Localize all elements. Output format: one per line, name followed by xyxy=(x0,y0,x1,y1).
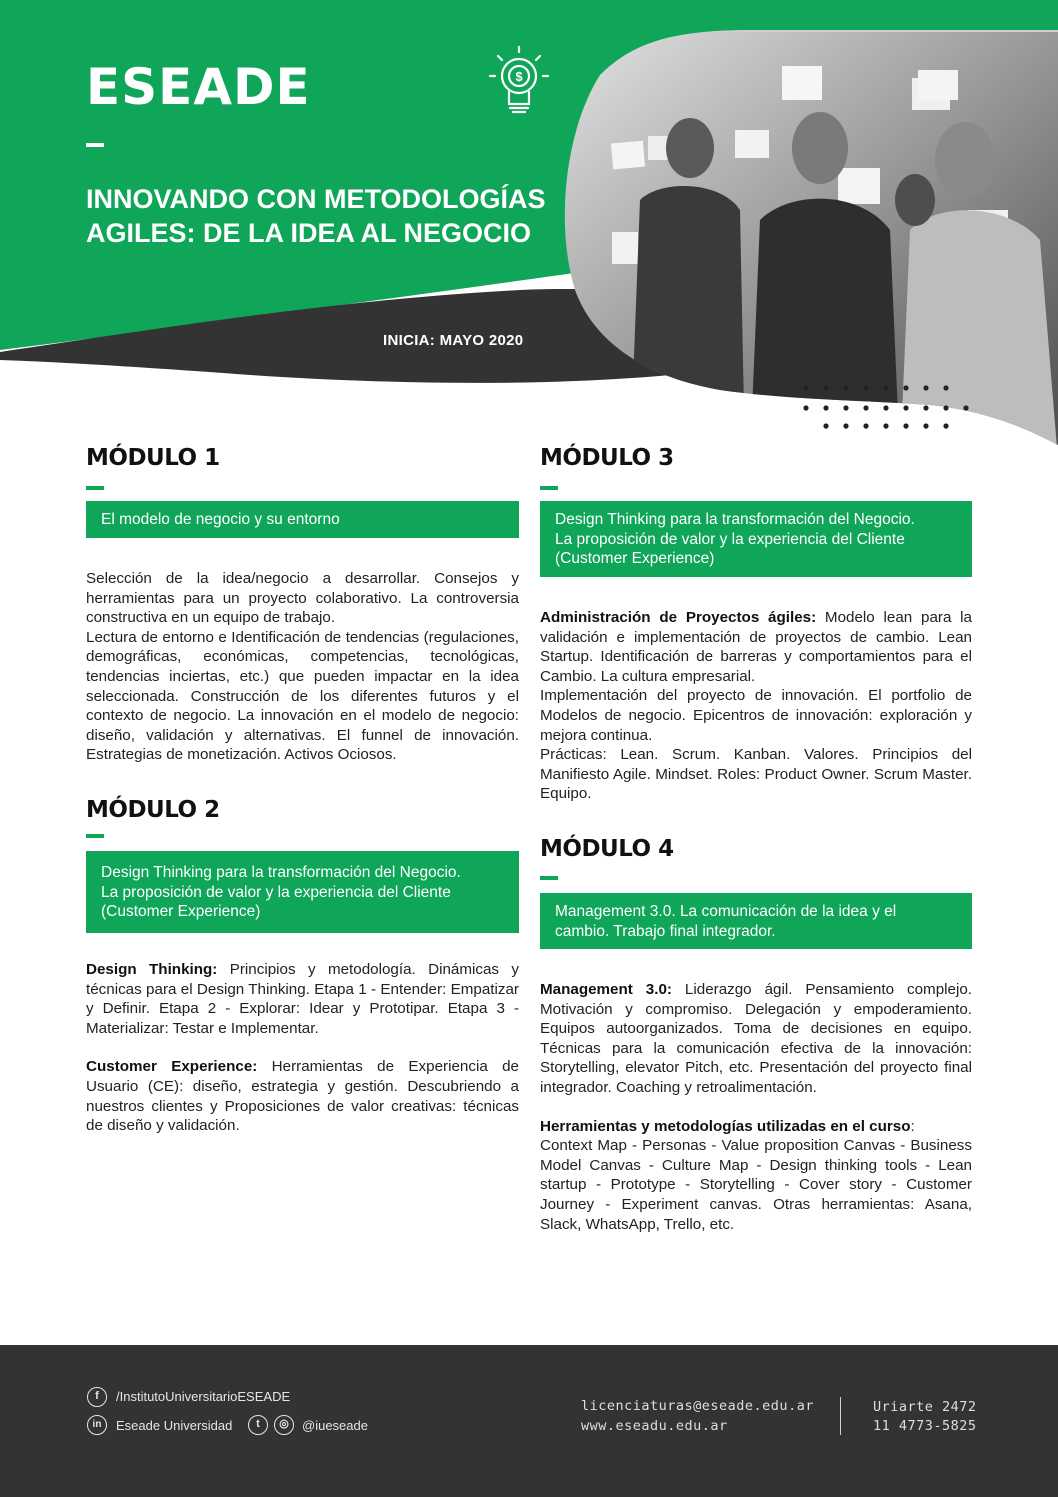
module-3-box-line: Design Thinking para la transformación del Negocio. xyxy=(555,511,915,528)
page-title xyxy=(86,182,566,250)
module-1-box-line: El modelo de negocio y su entorno xyxy=(101,511,340,528)
module-2-title: MÓDULO 2 xyxy=(86,797,220,823)
module-2-paragraph: Customer Experience: Herramientas de Experiencia de Usuario (CE): diseño, estrategia y gestión. Descubriendo a nuestros clientes y Proposiciones de valor creativas: técnicas de diseño y validación. xyxy=(86,1058,519,1135)
module-3-paragraph: Implementación del proyecto de innovación. El portfolio de Modelos de negocio. Epicentros de innovación: exploración y mejora continua. xyxy=(540,687,972,744)
module-4-paragraph: Herramientas y metodologías utilizadas en el curso: xyxy=(540,1117,915,1135)
title-dash xyxy=(86,143,104,147)
module-4-body xyxy=(540,980,972,1234)
module-4-paragraph: Management 3.0: Liderazgo ágil. Pensamiento complejo. Motivación y compromiso. Delegación y empoderamiento. Equipos autoorganizados. Toma de decisiones en equipo. Técnicas para la comunicación efectiva de la innovación: Storytelling, elevator Pitch, etc. Presentación del proyecto final integrador. Coaching y retroalimentación. xyxy=(540,981,972,1096)
module-3-paragraph: Administración de Proyectos ágiles: Modelo lean para la validación e implementación de proyectos de cambio. Lean Startup. Identificación de barreras y comportamientos para el Cambio. La cultura empresarial. xyxy=(540,609,973,685)
module-4-box-line: Management 3.0. La comunicación de la idea y el xyxy=(555,903,897,920)
module-1-body xyxy=(86,569,519,765)
module-4-box xyxy=(540,893,972,949)
phone: 11 4773-5825 xyxy=(873,1418,977,1434)
module-2-box-line: Design Thinking para la transformación del Negocio. xyxy=(101,864,461,881)
footer xyxy=(0,1345,1058,1497)
module-1-title: MÓDULO 1 xyxy=(86,445,220,471)
web-link[interactable]: www.eseadu.edu.ar xyxy=(581,1418,728,1434)
module-2-paragraph: Design Thinking: Principios y metodología. Dinámicas y técnicas para el Design Thinking. Etapa 1 - Entender: Empatizar y Definir. Etapa 2 - Explorar: Idear y Prototipar. Etapa 3 - Materializar: Testar e Implementar. xyxy=(86,961,520,1037)
module-4-paragraph: Context Map - Personas - Value proposition Canvas - Business Model Canvas - Culture Map - Design thinking tools - Lean startup - Prototype - Storytelling - Cover story - Customer Journey - Experiment canvas. Otras herramientas: Asana, Slack, WhatsApp, Trello, etc. xyxy=(540,1137,972,1233)
linkedin-icon[interactable]: in xyxy=(87,1415,107,1435)
module-1-box xyxy=(86,501,519,538)
module-2-body xyxy=(86,960,519,1136)
module-3-title: MÓDULO 3 xyxy=(540,445,674,471)
email-link[interactable]: licenciaturas@eseade.edu.ar xyxy=(581,1398,814,1414)
title-line-1: INNOVANDO CON METODOLOGÍAS xyxy=(86,184,546,214)
facebook-link[interactable]: /InstitutoUniversitarioESEADE xyxy=(116,1389,291,1404)
eseade-logo: ESEADE xyxy=(86,58,311,116)
module-4-box-line: cambio. Trabajo final integrador. xyxy=(555,922,776,940)
facebook-icon[interactable]: f xyxy=(87,1387,107,1407)
module-1-dash xyxy=(86,486,104,490)
module-2-box-line: La proposición de valor y la experiencia del Cliente xyxy=(101,883,451,901)
module-3-dash xyxy=(540,486,558,490)
address: Uriarte 2472 xyxy=(873,1399,977,1415)
module-3-box-line: (Customer Experience) xyxy=(555,550,715,567)
footer-divider xyxy=(840,1397,841,1435)
instagram-icon[interactable]: ◎ xyxy=(274,1415,294,1435)
module-3-paragraph: Prácticas: Lean. Scrum. Kanban. Valores. Principios del Manifiesto Agile. Mindset. Roles: Product Owner. Scrum Master. Equipo. xyxy=(540,746,972,803)
module-3-box xyxy=(540,501,972,577)
module-4-title: MÓDULO 4 xyxy=(540,836,674,862)
twitter-icon[interactable]: t xyxy=(248,1415,268,1435)
module-3-body xyxy=(540,608,972,804)
start-date: INICIA: MAYO 2020 xyxy=(383,332,524,349)
module-1-paragraph: Lectura de entorno e Identificación de tendencias (regulaciones, demográficas, económicas, competencias, tecnológicas, tendencias inciertas, etc.) que pueden impactar en la idea seleccionada. Construcción de los diferentes futuros y el contexto de negocio. La innovación en el modelo de negocio: diseño, validación y alternativas. El funnel de innovación. Estrategias de monetización. Activos Ociosos. xyxy=(86,628,519,764)
module-4-dash xyxy=(540,876,558,880)
social-handle[interactable]: @iueseade xyxy=(302,1418,368,1433)
svg-text:$: $ xyxy=(515,69,523,84)
module-1-paragraph: Selección de la idea/negocio a desarrollar. Consejos y herramientas para un proyecto colaborativo. La controversia constructiva en un equipo de trabajo. xyxy=(86,570,519,627)
module-2-box-line: (Customer Experience) xyxy=(101,903,261,920)
title-line-2: AGILES: DE LA IDEA AL NEGOCIO xyxy=(86,218,532,248)
module-2-dash xyxy=(86,834,104,838)
module-2-box xyxy=(86,851,519,933)
linkedin-link[interactable]: Eseade Universidad xyxy=(116,1418,233,1433)
module-3-box-line: La proposición de valor y la experiencia del Cliente xyxy=(555,530,905,548)
